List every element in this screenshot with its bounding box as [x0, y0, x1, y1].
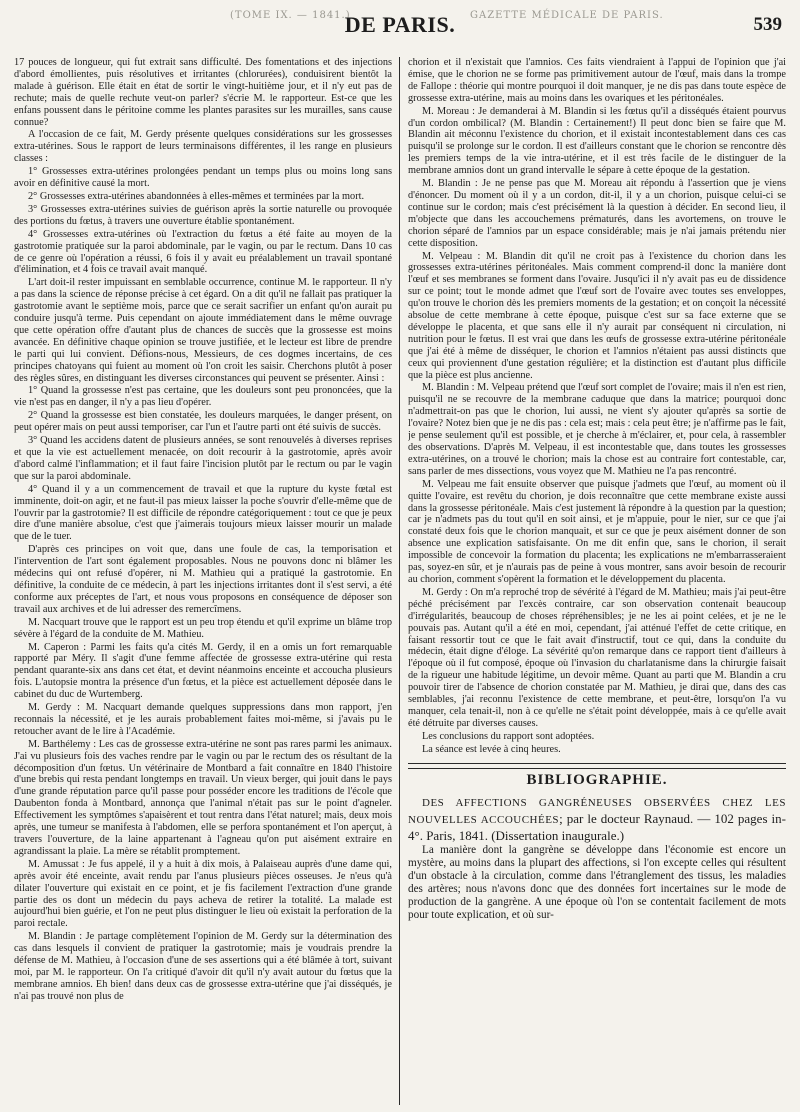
paragraph: 3° Quand les accidens datent de plusieurs années, se sont renouvelés à diverses reprises et que la vie est actuellement menacée, on doit recourir à la gastrotomie, après avoir d'abord calmé l'inflammation; et il faut faire l'incision plutôt par le rectum ou par le vagin que sur la paroi abdominale.: [14, 435, 392, 482]
reference-details: ; par le docteur Raynaud. — 102 pages in-4°. Paris, 1841. (Dissertation inaugurale.): [408, 811, 786, 844]
paragraph: M. Amussat : Je fus appelé, il y a huit à dix mois, à Palaiseau auprès d'une dame qui, après avoir été enceinte, avait rendu par l'anus plusieurs pièces osseuses. Je n'eus qu'à dilater l'ouverture qui existait en ce point, et je fis facilement l'extraction d'une grande partie des os dont un médecin du pays acheva de retirer la totalité. La malade est aujourd'hui bien guérie, et l'on ne peut plus distinguer le lieu où existait la perforation de la paroi rectale.: [14, 858, 392, 930]
paragraph: M. Nacquart trouve que le rapport est un peu trop étendu et qu'il exprime un blâme trop sévère à l'égard de la conduite de M. Mathieu.: [14, 616, 392, 640]
bleed-through-text-left: (TOME IX. — 1841.): [230, 10, 351, 21]
paragraph: M. Caperon : Parmi les faits qu'a cités M. Gerdy, il en a omis un fort remarquable rapporté par Méry. Il s'agit d'une femme affectée de grossesse extra-utérine qui resta pendant quarante-six ans dans cet état, et devint néanmoins enceinte et accoucha plusieurs fois. L'autopsie montra la présence d'un fœtus, et la pièce est actuellement déposée dans le cabinet du duc de Wurtemberg.: [14, 641, 392, 701]
bibliography-reference: [408, 794, 786, 843]
paragraph: A l'occasion de ce fait, M. Gerdy présente quelques considérations sur les grossesses extra-utérines. Sous le rapport de leurs terminaisons différentes, il les range en plusieurs classes :: [14, 129, 392, 165]
paragraph: La séance est levée à cinq heures.: [422, 743, 561, 755]
paragraph: D'après ces principes on voit que, dans une foule de cas, la temporisation et l'intervention de l'art sont également proposables. Nous ne pouvons donc ni blâmer les médecins qui ont refusé d'opérer, ni M. Mathieu qui a pratiqué la gastrotomie. En définitive, la conduite de ce médecin, à part les injections irritantes dont il s'est servi, a été conforme aux préceptes de l'art, et nous vous proposons en conséquence de déposer son travail aux archives et de lui adresser des remercîmens.: [14, 544, 392, 615]
paragraph: 1° Grossesses extra-utérines prolongées pendant un temps plus ou moins long sans avoir en définitive causé la mort.: [14, 166, 392, 190]
paragraph: L'art doit-il rester impuissant en semblable occurrence, continue M. le rapporteur. Il n'y a pas dans la science de réponse précise à cet égard. On a dit qu'il ne fallait pas pratiquer la gastrotomie avant le septième mois, parce que ce serait sacrifier un enfant qu'on aurait pu conduire jusqu'à terme. Puis cependant on ajoute immédiatement dans le même ouvrage que cette opération offre d'autant plus de chances de succès que la grossesse est moins avancée. En définitive chaque opinion se trouve justifiée, et le lecteur est libre de prendre le parti qui lui convient. Défions-nous, Messieurs, de ces dogmes incertains, de ces principes chatoyans qui fuient au moment où l'on croit les saisir. Cherchons plutôt à poser des règles sûres, en distinguant les diverses circonstances qui peuvent se présenter. Ainsi :: [14, 277, 392, 384]
running-title: DE PARIS.: [344, 12, 456, 37]
paragraph: M. Blandin : Je partage complètement l'opinion de M. Gerdy sur la détermination des cas dans lesquels il convient de pratiquer la gastrotomie; mais je voudrais prendre la défense de M. Mathieu, à l'occasion d'une de ses assertions qui a été blâmée à tort, suivant moi, par M. le rapporteur. On l'a critiqué d'avoir dit qu'il n'y avait autour du fœtus que la membrane amnios. Eh bien! dans deux cas de grossesse extra-utérine que j'ai disséqués, je n'ai pas trouvé non plus de: [14, 931, 392, 1002]
page-number: 539: [753, 14, 782, 35]
paragraph: 2° Quand la grossesse est bien constatée, les douleurs marquées, le danger présent, on peut opérer mais on peut aussi temporiser, car l'un et l'autre parti ont été suivis de succès.: [14, 410, 392, 434]
paragraph: M. Velpeau : M. Blandin dit qu'il ne croit pas à l'existence du chorion dans les grossesses extra-utérines péritonéales. Mais comment comprend-il donc la manière dont l'œuf et ses membranes se forment dans l'ovaire. Jusqu'ici il n'y avait pas eu de dissidence sur ce point; tout le monde admet que l'œuf sort de l'ovaire avec toutes ses enveloppes, qu'on trouve le chorion dès les premiers moments de la gestation; et on conçoit la nécessité absolue de cette membrane à cette époque, puisque c'est sur sa face externe que se développe le placenta, et que sans elle il n'y aurait par conséquent ni circulation, ni nutrition pour le fœtus. Il est vrai que dans les œufs de grossesse extra-utérine péritonéale que j'ai été à même de disséquer, le chorion et l'amnios n'étaient pas aussi distincts que ceux qui proviennent d'une gestation régulière; et la distinction est d'autant plus difficile que la pièce est plus ancienne.: [408, 250, 786, 381]
paragraph: 3° Grossesses extra-utérines suivies de guérison après la sortie naturelle ou provoquée des portions du fœtus, à travers une ouverture établie spontanément.: [14, 203, 392, 227]
bibliography-body: La manière dont la gangrène se développe dans l'économie est encore un mystère, au moins dans la plupart des affections, si l'on excepte celles qui résultent d'un obstacle à la circulation, comme dans l'étranglement des tissus, les maladies des artères; nous n'avons donc que des données fort incertaines sur le mode de production de la gangrène. A une époque où l'on se contentait facilement de mots pour toute explication, et où sur-: [408, 844, 786, 922]
section-rule: [408, 763, 786, 769]
paragraph: 17 pouces de longueur, qui fut extrait sans difficulté. Des fomentations et des injections d'abord émollientes, puis résolutives et irritantes (chlorurées), conduisirent bientôt la malade à guérison. Elle était en état de sortir le vingt-huitième jour, et il n'y eut pas de rechute; mais de quelle rechute veut-on parler? s'écrie M. le rapporteur. Est-ce que les enfans poussent dans le péritoine comme les plantes parasites sur les murailles, sans cause connue?: [14, 57, 392, 128]
paragraph: M. Barthélemy : Les cas de grossesse extra-utérine ne sont pas rares parmi les animaux. J'ai vu plusieurs fois des vaches rendre par le vagin ou par le rectum des os résultant de la décomposition d'un fœtus. Un vétérinaire de Montbard a fait connaître en 1840 l'histoire d'une brebis qui resta pendant longtemps en travail. Un vieux berger, qui jouit dans le pays d'une grande réputation parce qu'il passe pour posséder encore les traditions de l'école que Daubenton fonda à Montbard, annonça que l'animal n'était pas sur le point d'agneler. Effectivement les symptômes s'apaisèrent et tout rentra dans l'état naturel; mais, deux mois après, une tumeur se manifesta à l'abdomen, elle se perfora spontanément et l'on aperçut, à travers l'ouverture, de la laine appartenant à l'agneau qu'on put aisément extraire en agrandissant la plaie. La mère se rétablit promptement.: [14, 738, 392, 857]
paragraph: M. Blandin : Je ne pense pas que M. Moreau ait répondu à l'assertion que je viens d'énoncer. Du moment où il y a un cordon, dit-il, il y a un chorion, puisque celui-ci se continue sur le cordon; mais c'est précisément là la question à décider. En second lieu, il m'objecte que dans les accouchemens prématurés, dans les avortemens, on trouve le chorion séparé de l'amnios par un espace considérable; mais je n'ai jamais prétendu nier cette disposition.: [408, 178, 786, 249]
bibliography-heading: BIBLIOGRAPHIE.: [526, 771, 668, 788]
paragraph: Les conclusions du rapport sont adoptées.: [422, 730, 595, 742]
paragraph: M. Velpeau me fait ensuite observer que puisque j'admets que l'œuf, au moment où il quitte l'ovaire, est revêtu du chorion, je dois reconnaître que cette membrane existe aussi dans la grossesse péritonéale. Mais c'est justement là répondre à la question par la question; car je n'admets pas du tout qu'il en soit ainsi, et je m'appuie, pour le nier, sur ce que j'ai constaté deux fois que le chorion manquait, et sur ce que je peux aisément donner de son absence une explication satisfaisante. On me dit enfin que, sans le chorion, il serait impossible de concevoir la formation du placenta; les explications ne m'embarrasseraient pas, soyez-en sûr, et je n'aurais pas de peine à vous montrer, sans avoir besoin de recourir au chorion, comment s'opèrent la formation et le développement du placenta.: [408, 478, 786, 585]
paragraph: M. Blandin : M. Velpeau prétend que l'œuf sort complet de l'ovaire; mais il n'en est rien, puisqu'il ne se recouvre de la membrane caduque que dans la matrice; pourquoi donc n'admettrait-on pas que le chorion, lui aussi, ne vient s'y ajouter qu'après sa sortie de l'ovaire? Notez bien que je ne dis pas : cela est; mais : cela peut être; je n'affirme pas le fait, je pense seulement qu'il est possible, et je cherche à m'éclairer, et, pour cela, à rassembler des observations. D'après M. Velpeau, il est incontestable que, dans toutes les grossesses extra-utérines, on a trouvé le chorion; mais la chose est au contraire fort contestable, car, sans parler de mes dissections, vous voyez que M. Mathieu ne l'a pas rencontré.: [408, 382, 786, 477]
paragraph: M. Moreau : Je demanderai à M. Blandin si les fœtus qu'il a disséqués étaient pourvus d'un cordon ombilical? (M. Blandin : Certainement!) Il peut donc bien se faire que M. Blandin ait méconnu l'existence du chorion, et il existait incontestablement dans ces cas puisqu'il se prolonge sur le cordon. Il est d'ailleurs constant que le chorion se rencontre dès les premiers temps de la vie intra-utérine, et il est très facile de le distinguer de la membrane amnios dont un grand intervalle le sépare à cette époque de la gestation.: [408, 105, 786, 177]
paragraph: chorion et il n'existait que l'amnios. Ces faits viendraient à l'appui de l'opinion que j'ai émise, que le chorion ne se forme pas primitivement autour de l'œuf, mais dans la trompe de Fallope : théorie qui montre pourquoi il doit manquer, je ne dis pas dans toute espèce de grossesse extra-utérine, mais au moins dans les ovariques et les péritonéales.: [408, 57, 786, 104]
paragraph: 1° Quand la grossesse n'est pas certaine, que les douleurs sont peu prononcées, que la vie n'est pas en danger, il n'y a pas lieu d'opérer.: [14, 385, 392, 409]
paragraph: 4° Grossesses extra-utérines où l'extraction du fœtus a été faite au moyen de la gastrotomie pratiquée sur la paroi abdominale, par le vagin, ou par le rectum. Dans 10 cas de ce genre où l'opération a réussi, 6 fois il y avait eu préalablement un travail spontané d'élimination, et 4 fois ce travail avait manqué.: [14, 228, 392, 276]
right-column: [408, 57, 786, 1107]
paragraph: 4° Quand il y a un commencement de travail et que la rupture du kyste fœtal est imminente, doit-on agir, et ne faut-il pas mieux laisser la poche s'ouvrir d'elle-même que de l'ouvrir par la gastrotomie? Il est difficile de répondre catégoriquement : tout ce que je peux dire d'une manière absolue, c'est que j'aimerais toujours mieux laisser mourir un malade que de le tuer.: [14, 483, 392, 543]
paragraph: 2° Grossesses extra-utérines abandonnées à elles-mêmes et terminées par la mort.: [28, 190, 365, 202]
running-head: [0, 2, 800, 48]
column-divider: [399, 57, 400, 1105]
bleed-through-text-right: GAZETTE MÉDICALE DE PARIS.: [470, 10, 664, 21]
paragraph: M. Gerdy : On m'a reproché trop de sévérité à l'égard de M. Mathieu; mais j'ai peut-être péché précisément par l'excès contraire, car son observation contenait beaucoup d'irrégularités, beaucoup de choses répréhensibles; je ne les ai point celées, et je ne le pouvais pas. Autant qu'il a été en moi, cependant, j'ai atténué l'effet de cette critique, en faisant ressortir tout ce que le fait avait d'instructif, tout ce qui, dans la conduite du médecin, était digne d'éloge. La sévérité qu'on remarque dans ce rapport tient d'ailleurs à l'époque où il fut composé, époque où l'invasion du charlatanisme dans la chirurgie faisait de la rigueur une habitude légitime, un devoir même. Quant au parti que M. Blandin a cru pouvoir tirer de l'absence de chorion constatée par M. Mathieu, je dirai que, dans des cas semblables, j'ai reconnu l'existence de cette membrane, et peut-être, lorsqu'on l'a vu manquer, cela tenait-il, non à ce qu'elle ne s'était point développée, mais à ce qu'elle avait été détruite par diverses causes.: [408, 586, 786, 729]
left-column: [14, 57, 392, 1107]
paragraph: M. Gerdy : M. Nacquart demande quelques suppressions dans mon rapport, j'en reconnais la nécessité, et je les aurais probablement faites moi-même, si j'avais pu le retoucher avant de le lire à l'Académie.: [14, 702, 392, 737]
reference-title: DES AFFECTIONS GANGRÉNEUSES OBSERVÉES CHEZ LES NOUVELLES ACCOUCHÉES: [408, 797, 786, 827]
